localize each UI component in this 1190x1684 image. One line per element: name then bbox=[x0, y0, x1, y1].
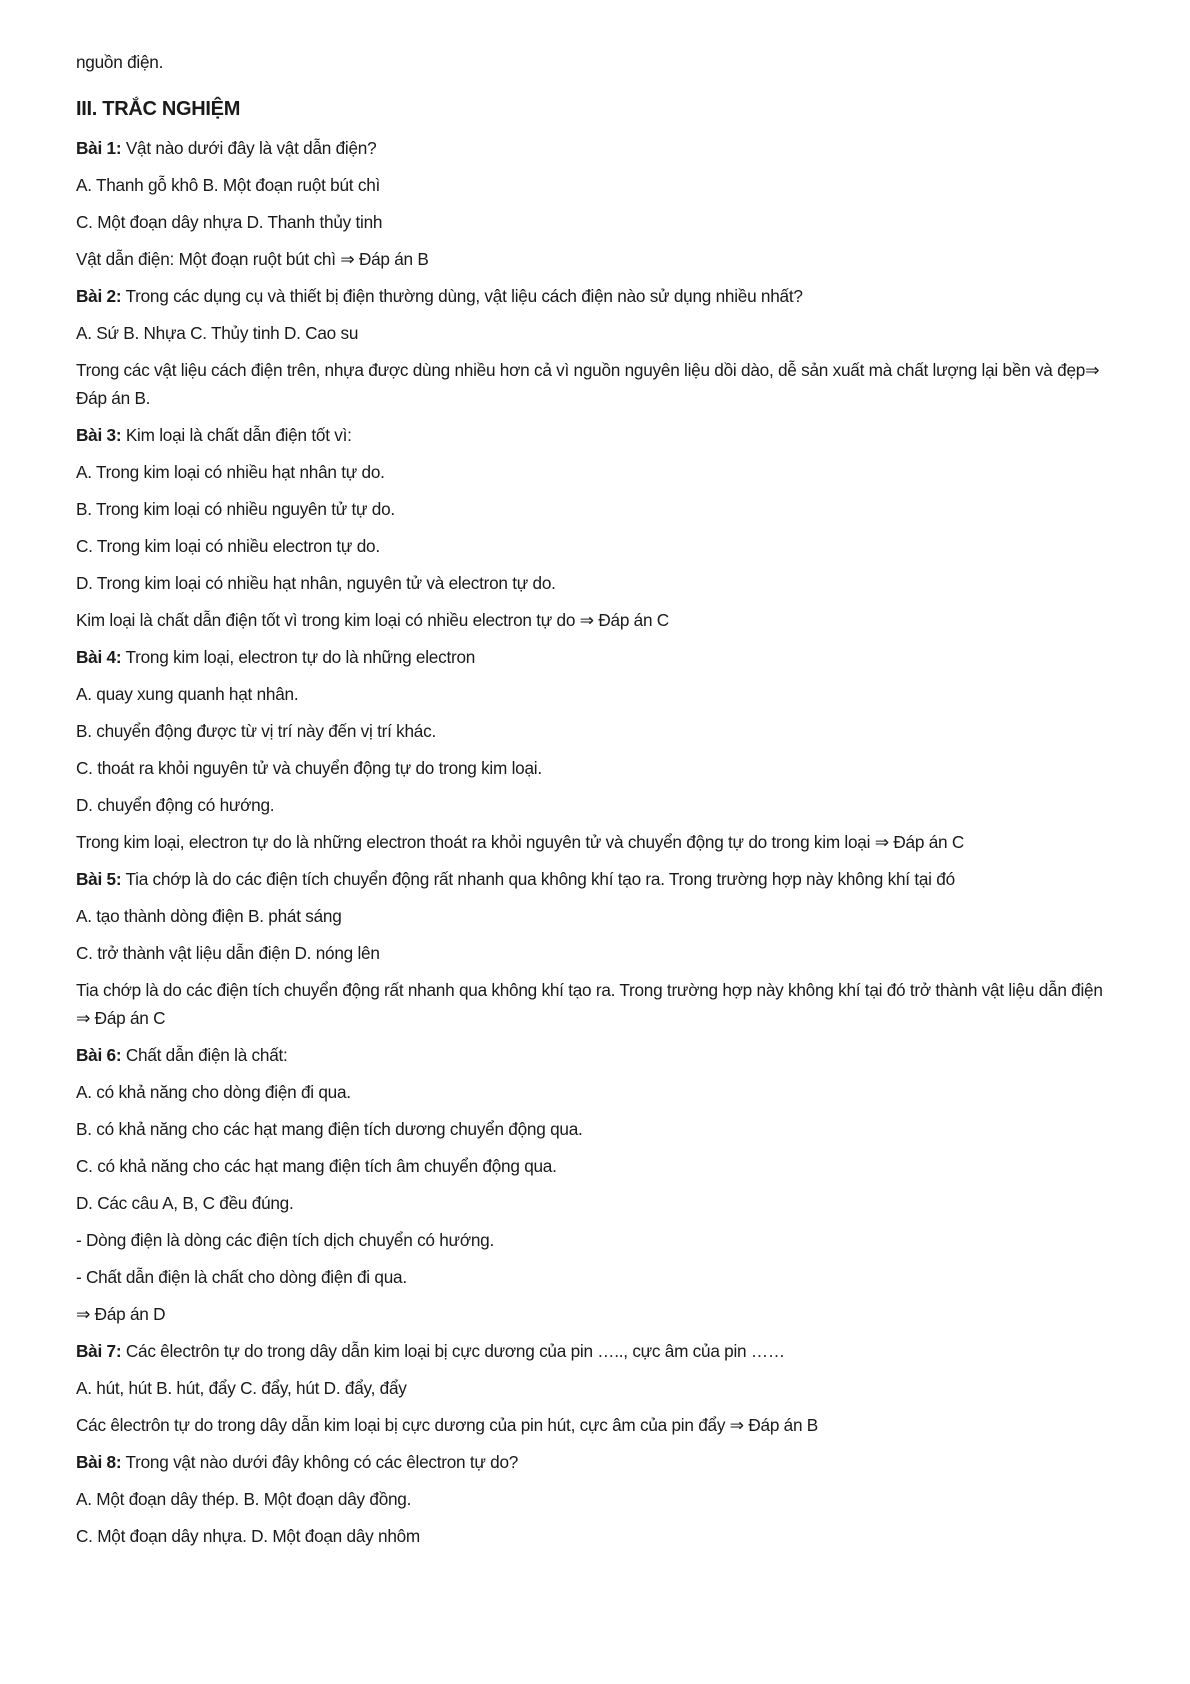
question-label: Bài 8: bbox=[76, 1452, 122, 1472]
option-line: D. Trong kim loại có nhiều hạt nhân, nguyên tử và electron tự do. bbox=[76, 573, 556, 593]
question-text: Trong vật nào dưới đây không có các êlectron tự do? bbox=[125, 1452, 519, 1472]
option-line: A. hút, hút B. hút, đẩy C. đẩy, hút D. đẩy, đẩy bbox=[76, 1378, 407, 1398]
option-line: B. chuyển động được từ vị trí này đến vị trí khác. bbox=[76, 721, 436, 741]
question-4 bbox=[76, 643, 1120, 671]
option-line: A. tạo thành dòng điện B. phát sáng bbox=[76, 906, 342, 926]
question-2 bbox=[76, 282, 1120, 310]
option-line: A. quay xung quanh hạt nhân. bbox=[76, 684, 299, 704]
question-text: Tia chớp là do các điện tích chuyển động rất nhanh qua không khí tạo ra. Trong trường hợp này không khí tại đó bbox=[125, 869, 955, 889]
answer-line: - Chất dẫn điện là chất cho dòng điện đi qua. bbox=[76, 1267, 407, 1287]
question-text: Vật nào dưới đây là vật dẫn điện? bbox=[125, 138, 377, 158]
option-line: B. Trong kim loại có nhiều nguyên tử tự do. bbox=[76, 499, 395, 519]
option-line: B. có khả năng cho các hạt mang điện tích dương chuyển động qua. bbox=[76, 1119, 583, 1139]
question-label: Bài 4: bbox=[76, 647, 122, 667]
option-line: C. Một đoạn dây nhựa D. Thanh thủy tinh bbox=[76, 212, 383, 232]
option-line: A. Thanh gỗ khô B. Một đoạn ruột bút chì bbox=[76, 175, 381, 195]
intro-tail-text: nguồn điện. bbox=[76, 52, 164, 72]
question-label: Bài 7: bbox=[76, 1341, 122, 1361]
question-label: Bài 1: bbox=[76, 138, 122, 158]
question-8 bbox=[76, 1448, 1120, 1476]
option-line: C. thoát ra khỏi nguyên tử và chuyển động tự do trong kim loại. bbox=[76, 758, 542, 778]
question-label: Bài 6: bbox=[76, 1045, 122, 1065]
option-line: A. Một đoạn dây thép. B. Một đoạn dây đồng. bbox=[76, 1489, 412, 1509]
answer-paragraph: Trong các vật liệu cách điện trên, nhựa được dùng nhiều hơn cả vì nguồn nguyên liệu dồi dào, dễ sản xuất mà chất lượng lại bền và đẹp⇒ Đáp án B. bbox=[76, 360, 1100, 408]
question-text: Trong kim loại, electron tự do là những electron bbox=[125, 647, 476, 667]
answer-line: Kim loại là chất dẫn điện tốt vì trong kim loại có nhiều electron tự do ⇒ Đáp án C bbox=[76, 610, 669, 630]
question-7 bbox=[76, 1337, 1120, 1365]
answer-line: Các êlectrôn tự do trong dây dẫn kim loại bị cực dương của pin hút, cực âm của pin đẩy ⇒ Đáp án B bbox=[76, 1415, 819, 1435]
section-title: III. TRẮC NGHIỆM bbox=[76, 98, 241, 120]
question-text: Các êlectrôn tự do trong dây dẫn kim loại bị cực dương của pin ….., cực âm của pin …… bbox=[125, 1341, 785, 1361]
option-line: A. Sứ B. Nhựa C. Thủy tinh D. Cao su bbox=[76, 323, 359, 343]
option-line: A. Trong kim loại có nhiều hạt nhân tự do. bbox=[76, 462, 385, 482]
question-text: Chất dẫn điện là chất: bbox=[125, 1045, 288, 1065]
answer-line: Trong kim loại, electron tự do là những electron thoát ra khỏi nguyên tử và chuyển động tự do trong kim loại ⇒ Đáp án C bbox=[76, 832, 965, 852]
question-text: Trong các dụng cụ và thiết bị điện thường dùng, vật liệu cách điện nào sử dụng nhiều nhất? bbox=[125, 286, 803, 306]
question-label: Bài 5: bbox=[76, 869, 122, 889]
option-line: C. Trong kim loại có nhiều electron tự do. bbox=[76, 536, 380, 556]
question-6 bbox=[76, 1041, 1120, 1069]
option-line: D. chuyển động có hướng. bbox=[76, 795, 275, 815]
answer-line: Vật dẫn điện: Một đoạn ruột bút chì ⇒ Đáp án B bbox=[76, 249, 429, 269]
answer-line: - Dòng điện là dòng các điện tích dịch chuyển có hướng. bbox=[76, 1230, 494, 1250]
option-line: D. Các câu A, B, C đều đúng. bbox=[76, 1193, 294, 1213]
answer-paragraph: Tia chớp là do các điện tích chuyển động rất nhanh qua không khí tạo ra. Trong trường hợp này không khí tại đó trở thành vật liệu dẫn điện ⇒ Đáp án C bbox=[76, 980, 1103, 1028]
option-line: C. có khả năng cho các hạt mang điện tích âm chuyển động qua. bbox=[76, 1156, 557, 1176]
answer-line: ⇒ Đáp án D bbox=[76, 1304, 166, 1324]
question-1 bbox=[76, 134, 1120, 162]
question-3 bbox=[76, 421, 1120, 449]
question-label: Bài 3: bbox=[76, 425, 122, 445]
option-line: C. Một đoạn dây nhựa. D. Một đoạn dây nhôm bbox=[76, 1526, 421, 1546]
question-5 bbox=[76, 865, 1120, 893]
question-label: Bài 2: bbox=[76, 286, 122, 306]
option-line: C. trở thành vật liệu dẫn điện D. nóng lên bbox=[76, 943, 380, 963]
option-line: A. có khả năng cho dòng điện đi qua. bbox=[76, 1082, 351, 1102]
question-text: Kim loại là chất dẫn điện tốt vì: bbox=[125, 425, 352, 445]
